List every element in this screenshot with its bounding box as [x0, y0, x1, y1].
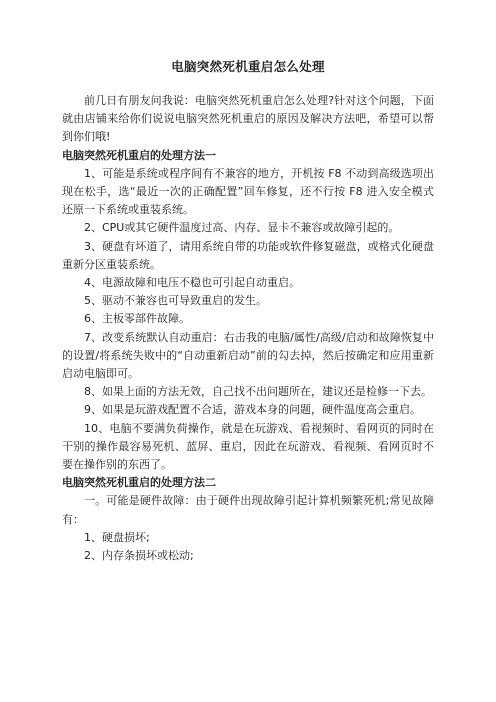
section-1-item: 9、如果是玩游戏配置不合适，游戏本身的问题，硬件温度高会重启。 [84, 403, 421, 417]
section-2-heading: 电脑突然死机重启的处理方法二 [62, 476, 216, 490]
section-1-item: 5、驱动不兼容也可导致重启的发生。 [84, 294, 267, 308]
section-2-item: 1、硬盘损坏; [84, 530, 150, 544]
section-1-item: 2、CPU或其它硬件温度过高、内存、显卡不兼容或故障引起的。 [84, 221, 400, 235]
section-1-item: 1、可能是系统或程序间有不兼容的地方，开机按 F8 不动到高级选项出现在松手，选“最近一次的正确配置”回车修复，还不行按 F8 进入安全模式还原一下系统或重装系统。 [62, 166, 434, 217]
section-1-item: 10、电脑不要满负荷操作，就是在玩游戏、看视频时、看网页的同时在干别的操作最容易死机、蓝屏、重启，因此在玩游戏、看视频、看网页时不要在操作别的东西了。 [62, 421, 434, 472]
document-title: 电脑突然死机重启怎么处理 [171, 59, 325, 74]
section-1-item: 4、电源故障和电压不稳也可引起自动重启。 [84, 276, 300, 290]
section-1-item: 7、改变系统默认自动重启：右击我的电脑/属性/高级/启动和故障恢复中的设置/将系统失败中的“自动重新启动”前的勾去掉，然后按确定和应用重新启动电脑即可。 [62, 330, 434, 381]
section-2-item: 一。可能是硬件故障：由于硬件出现故障引起计算机频繁死机;常见故障有： [62, 494, 434, 526]
section-1-heading: 电脑突然死机重启的处理方法一 [62, 148, 216, 162]
section-1-item: 3、硬盘有坏道了，请用系统自带的功能或软件修复磁盘，或格式化硬盘重新分区重装系统。 [62, 239, 434, 271]
intro-paragraph: 前几日有朋友问我说：电脑突然死机重启怎么处理?针对这个问题，下面就由店铺来给你们说说电脑突然死机重启的原因及解决方法吧，希望可以帮到你们哦! [62, 94, 434, 144]
section-1-item: 8、如果上面的方法无效，自己找不出问题所在，建议还是检修一下去。 [84, 385, 432, 399]
section-2-item: 2、内存条损坏或松动; [84, 549, 194, 563]
section-1-item: 6、主板零部件故障。 [84, 312, 190, 326]
